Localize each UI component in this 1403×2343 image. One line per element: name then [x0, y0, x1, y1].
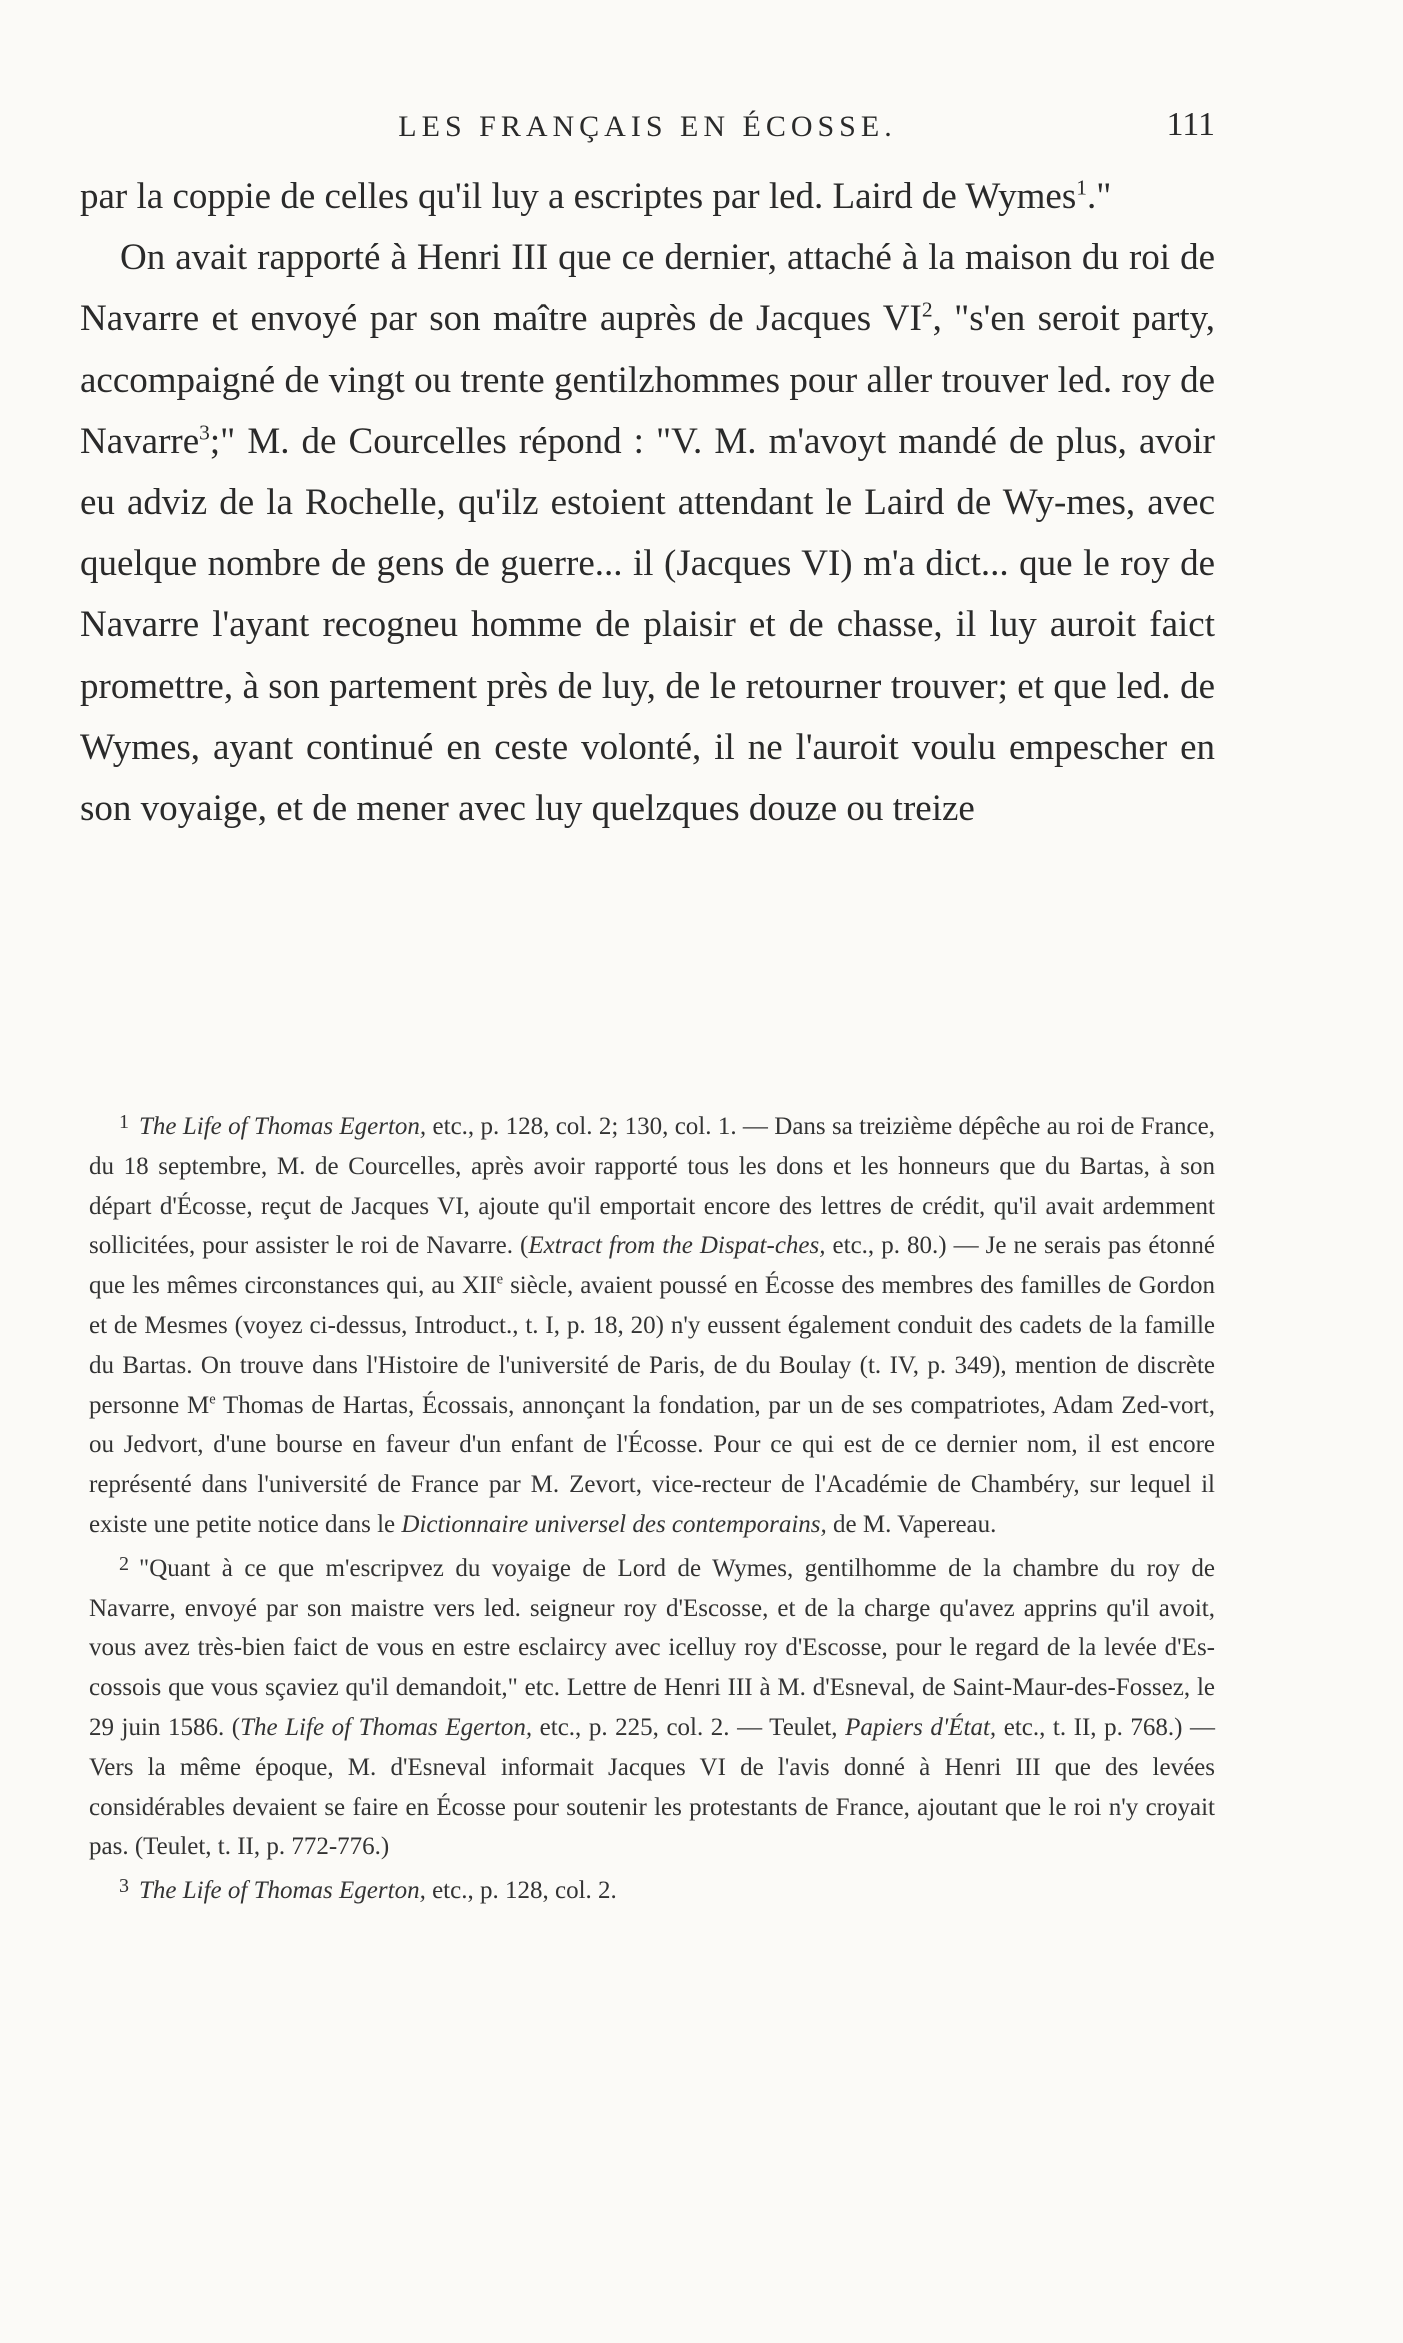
footnote-2: $^2$ "Quant à ce que m'escripvez du voyaige de Lord de Wymes, gentilhomme de la chambre du roy de Navarre, envoyé par son maistre vers led. seigneur roy d'Escosse, et de la charge qu'avez apprins qu'il avoit, vous avez très-bien faict de vous en estre esclaircy avec icelluy roy d'Escosse, pour le regard de la levée d'Es-cossois que vous sçaviez qu'il demandoit," etc. Lettre de Henri III à M. d'Esneval, de Saint-Maur-des-Fossez, le 29 juin 1586. (The Life of Thomas Egerton, etc., p. 225, col. 2. — Teulet, Papiers d'État, etc., t. II, p. 768.) — Vers la même époque, M. d'Esneval informait Jacques VI de l'avis donné à Henri III que des levées considérables devaient se faire en Écosse pour soutenir les protestants de France, ajoutant que le roi n'y croyait pas. (Teulet, t. II, p. 772-776.) [89, 1552, 1216, 1861]
running-header [80, 104, 1215, 154]
footnote-ref-1: 1 [1076, 175, 1087, 200]
footnote-marker: 3 [119, 1875, 129, 1898]
footnote-1: $^1$ The Life of Thomas Egerton, etc., p. 128, col. 2; 130, col. 1. — Dans sa treizième dépêche au roi de France, du 18 septembre, M. de Courcelles, après avoir rapporté tous les dons et les honneurs que du Bartas, à son départ d'Écosse, reçut de Jacques VI, ajoute qu'il emportait encore des lettres de crédit, qu'il avait ardemment sollicitées, pour assister le roi de Navarre. (Extract from the Dispat-ches, etc., p. 80.) — Je ne serais pas étonné que les mêmes circonstances qui, au XIIe siècle, avaient poussé en Écosse des membres des familles de Gordon et de Mesmes (voyez ci-dessus, Introduct., t. I, p. 18, 20) n'y eussent également conduit des cadets de la famille du Bartas. On trouve dans l'Histoire de l'université de Paris, de du Boulay (t. IV, p. 349), mention de discrète personne Me Thomas de Hartas, Écossais, annonçant la fondation, par un de ses compatriotes, Adam Zed-vort, ou Jedvort, d'une bourse en faveur d'un enfant de l'Écosse. Pour ce qui est de ce dernier nom, il est encore représenté dans l'université de France par M. Zevort, vice-recteur de l'Académie de Chambéry, sur lequel il existe une petite notice dans le Dictionnaire universel des contemporains, de M. Vapereau. [89, 1111, 1215, 1538]
footnote-ref-2: 2 [921, 298, 933, 323]
paragraph-henri-iii: On avait rapporté à Henri III que ce dernier, attaché à la maison du roi de Navarre et envoyé par son maître auprès de Jacques $VI^2$, "s'en seroit party, accompaigné de vingt ou trente gentilzhommes pour aller trouver led. roy de Navarre$^3$;" M. de Courcelles répond : "V. M. m'avoyt mandé de plus, avoir eu adviz de la Rochelle, qu'ilz estoient attendant le Laird de Wy-mes, avec quelque nombre de gens de guerre... il (Jacques VI) m'a dict... que le roy de Navarre l'ayant recogneu homme de plaisir et de chasse, il luy auroit faict promettre, à son partement près de luy, de le retourner trouver; et que led. de Wymes, ayant continué en ceste volonté, il ne l'auroit voulu empescher en son voyaige, et de mener avec luy quelzques douze ou treize [80, 237, 1216, 830]
footnote-marker: 2 [119, 1552, 129, 1575]
footnote-3: $^3$ The Life of Thomas Egerton, etc., p. 128, col. 2. [119, 1875, 617, 1905]
paragraph-continued: par la coppie de celles qu'il luy a escriptes par led. Laird de Wymes$^1$." [80, 175, 1112, 217]
footnote-ref-3: 3 [199, 420, 210, 445]
main-text [80, 166, 1215, 839]
footnote-marker: 1 [119, 1111, 129, 1133]
running-title: LES FRANÇAIS EN ÉCOSSE. [398, 110, 897, 143]
page-number: 111 [1166, 106, 1215, 143]
footnotes [89, 1103, 1215, 1911]
